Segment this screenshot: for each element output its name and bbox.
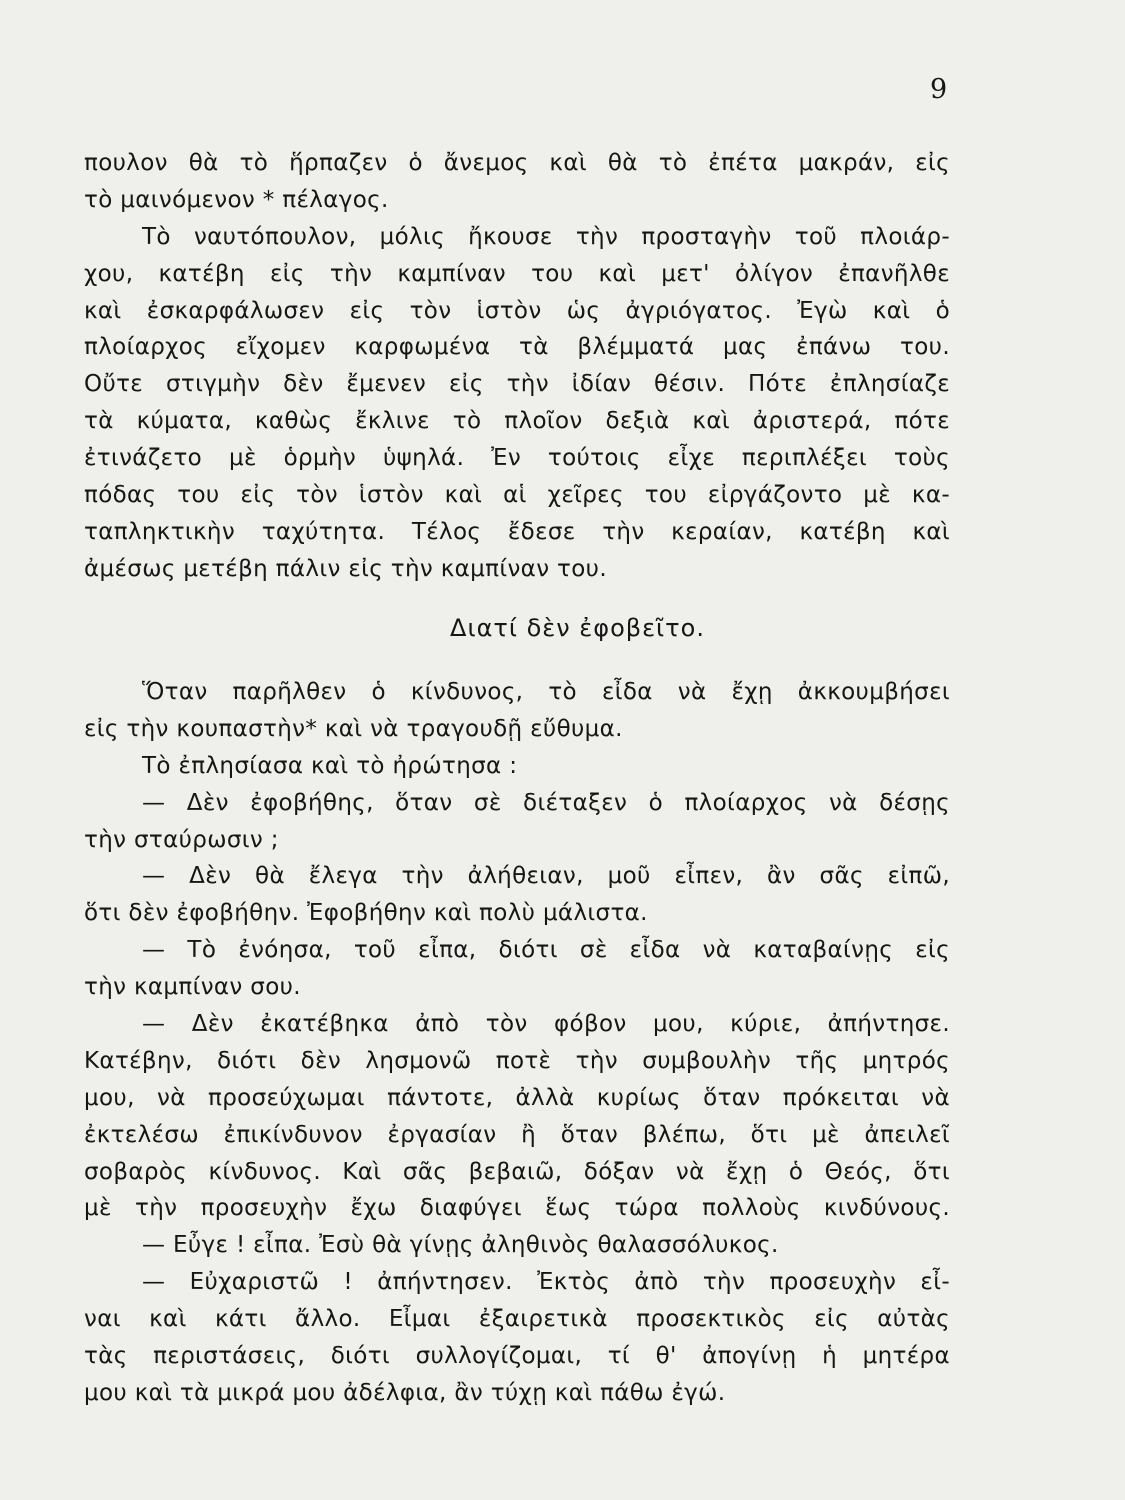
text-line: εἰς τὴν κουπαστὴν* καὶ νὰ τραγουδῇ εὔθυμα. bbox=[84, 715, 623, 742]
text-line: τὸ μαινόμενον * πέλαγος. bbox=[84, 186, 389, 213]
text-line: τὰς περιστάσεις, διότι συλλογίζομαι, τί θ' ἀπογίνῃ ἡ μητέρα bbox=[84, 1343, 950, 1370]
section-heading: Διατί δὲν ἐφοβεῖτο. bbox=[450, 614, 705, 642]
text-line: Τὸ ἐπλησίασα καὶ τὸ ἠρώτησα : bbox=[142, 752, 518, 779]
text-line: — Τὸ ἐνόησα, τοῦ εἶπα, διότι σὲ εἶδα νὰ καταβαίνῃς εἰς bbox=[142, 937, 950, 964]
text-line: πλοίαρχος εἴχομεν καρφωμένα τὰ βλέμματά μας ἐπάνω του. bbox=[84, 334, 950, 361]
text-line: — Δὲν ἐφοβήθης, ὅταν σὲ διέταξεν ὁ πλοίαρχος νὰ δέσῃς bbox=[142, 789, 950, 816]
text-line: Ὅταν παρῆλθεν ὁ κίνδυνος, τὸ εἶδα νὰ ἔχῃ ἀκκουμβήσει bbox=[142, 679, 950, 705]
text-line: τὰ κύματα, καθὼς ἔκλινε τὸ πλοῖον δεξιὰ καὶ ἀριστερά, πότε bbox=[84, 408, 950, 435]
paragraph-block-2 bbox=[84, 674, 950, 1412]
text-line: ἀμέσως μετέβη πάλιν εἰς τὴν καμπίναν του. bbox=[84, 555, 607, 582]
text-line: σοβαρὸς κίνδυνος. Καὶ σᾶς βεβαιῶ, δόξαν νὰ ἔχῃ ὁ Θεός, ὅτι bbox=[84, 1158, 950, 1185]
text-line: — Εὐχαριστῶ ! ἀπήντησεν. Ἐκτὸς ἀπὸ τὴν προσευχὴν εἶ- bbox=[142, 1269, 950, 1296]
text-line: μὲ τὴν προσευχὴν ἔχω διαφύγει ἕως τώρα πολλοὺς κινδύνους. bbox=[84, 1195, 950, 1222]
text-line: ἐκτελέσω ἐπικίνδυνον ἐργασίαν ἢ ὅταν βλέπω, ὅτι μὲ ἀπειλεῖ bbox=[84, 1121, 950, 1148]
text-line: μου, νὰ προσεύχωμαι πάντοτε, ἀλλὰ κυρίως ὅταν πρόκειται νὰ bbox=[84, 1084, 950, 1111]
text-line: μου καὶ τὰ μικρά μου ἀδέλφια, ἂν τύχῃ καὶ πάθω ἐγώ. bbox=[84, 1379, 726, 1406]
text-line: τὴν καμπίναν σου. bbox=[84, 974, 301, 1001]
text-line: πουλον θὰ τὸ ἥρπαζεν ὁ ἄνεμος καὶ θὰ τὸ ἐπέτα μακράν, εἰς bbox=[84, 150, 950, 176]
text-line: — Εὖγε ! εἶπα. Ἐσὺ θὰ γίνῃς ἀληθινὸς θαλασσόλυκος. bbox=[142, 1232, 779, 1259]
text-line: ναι καὶ κάτι ἄλλο. Εἶμαι ἐξαιρετικὰ προσεκτικὸς εἰς αὐτὰς bbox=[84, 1306, 950, 1333]
text-line: ἐτινάζετο μὲ ὁρμὴν ὑψηλά. Ἐν τούτοις εἶχε περιπλέξει τοὺς bbox=[84, 445, 950, 472]
text-line: καὶ ἐσκαρφάλωσεν εἰς τὸν ἱστὸν ὡς ἀγριόγατος. Ἐγὼ καὶ ὁ bbox=[84, 297, 950, 324]
text-line: — Δὲν θὰ ἔλεγα τὴν ἀλήθειαν, μοῦ εἶπεν, ἂν σᾶς εἰπῶ, bbox=[142, 863, 950, 890]
text-line: τὴν σταύρωσιν ; bbox=[84, 826, 279, 853]
text-line: ὅτι δὲν ἐφοβήθην. Ἐφοβήθην καὶ πολὺ μάλιστα. bbox=[84, 900, 648, 927]
text-line: — Δὲν ἐκατέβηκα ἀπὸ τὸν φόβον μου, κύριε, ἀπήντησε. bbox=[142, 1011, 950, 1038]
paragraph-block-1 bbox=[84, 145, 950, 588]
text-line: Οὔτε στιγμὴν δὲν ἔμενεν εἰς τὴν ἰδίαν θέσιν. Πότε ἐπλησίαζε bbox=[84, 371, 950, 398]
text-line: χου, κατέβη εἰς τὴν καμπίναν του καὶ μετ' ὀλίγον ἐπανῆλθε bbox=[84, 260, 950, 287]
text-line: Κατέβην, διότι δὲν λησμονῶ ποτὲ τὴν συμβουλὴν τῆς μητρός bbox=[84, 1047, 950, 1074]
text-line: ταπληκτικὴν ταχύτητα. Τέλος ἔδεσε τὴν κεραίαν, κατέβη καὶ bbox=[84, 518, 950, 545]
text-line: πόδας του εἰς τὸν ἱστὸν καὶ αἱ χεῖρες του εἰργάζοντο μὲ κα- bbox=[84, 482, 950, 509]
page-number: 9 bbox=[930, 74, 948, 105]
text-line: Τὸ ναυτόπουλον, μόλις ἤκουσε τὴν προσταγὴν τοῦ πλοιάρ- bbox=[142, 223, 950, 250]
